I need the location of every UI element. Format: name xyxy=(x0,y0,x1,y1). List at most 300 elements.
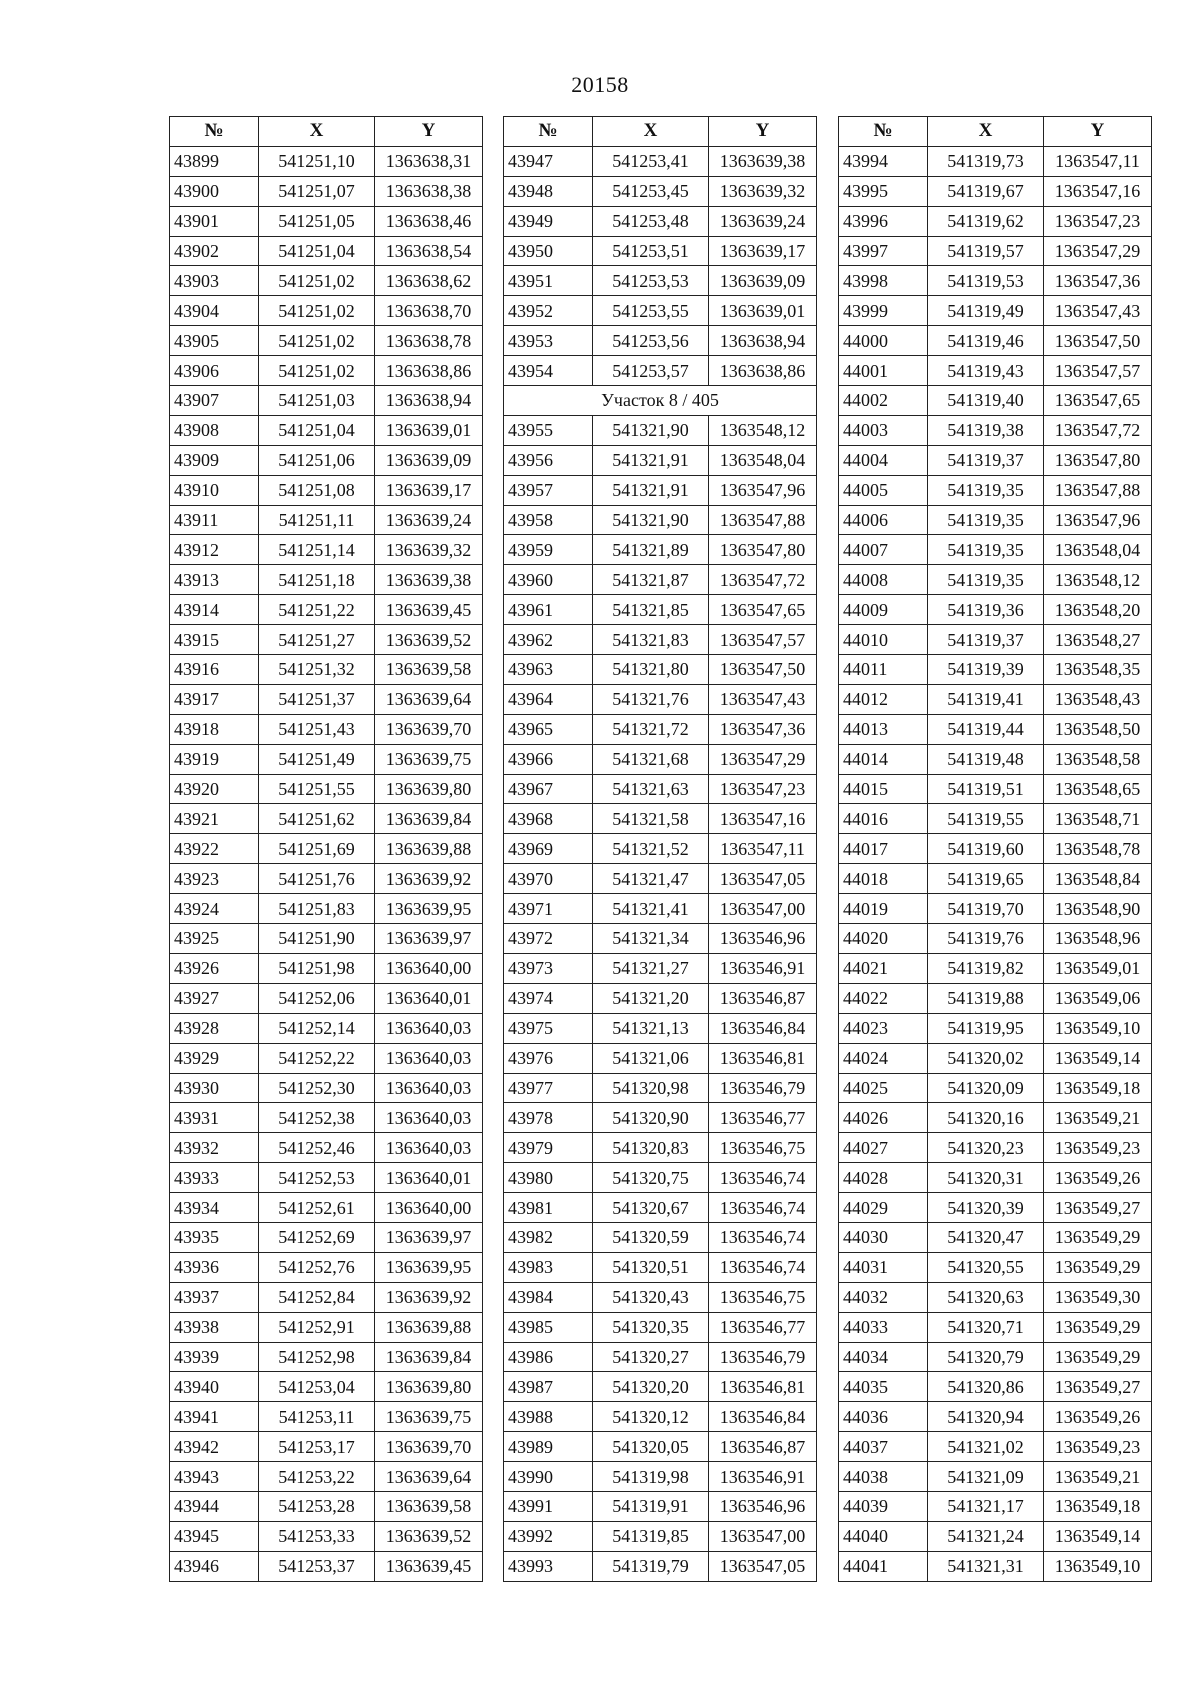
x-coordinate-cell: 541251,02 xyxy=(259,326,375,356)
x-coordinate-cell: 541252,30 xyxy=(259,1073,375,1103)
x-coordinate-cell: 541319,88 xyxy=(928,983,1044,1013)
x-coordinate-cell: 541319,65 xyxy=(928,864,1044,894)
y-coordinate-cell: 1363639,92 xyxy=(375,1282,483,1312)
x-coordinate-cell: 541319,35 xyxy=(928,475,1044,505)
x-coordinate-cell: 541319,67 xyxy=(928,176,1044,206)
y-coordinate-cell: 1363639,95 xyxy=(375,894,483,924)
point-number-cell: 44018 xyxy=(839,864,928,894)
table-row xyxy=(504,1372,817,1402)
point-number-cell: 43995 xyxy=(839,176,928,206)
y-coordinate-cell: 1363639,24 xyxy=(375,505,483,535)
table-row xyxy=(170,1133,483,1163)
y-coordinate-cell: 1363548,35 xyxy=(1044,655,1152,685)
y-coordinate-cell: 1363639,95 xyxy=(375,1252,483,1282)
y-coordinate-cell: 1363549,29 xyxy=(1044,1252,1152,1282)
table-row xyxy=(170,1103,483,1133)
x-coordinate-cell: 541252,06 xyxy=(259,983,375,1013)
section-title: Участок 8 / 405 xyxy=(504,386,817,416)
point-number-cell: 43997 xyxy=(839,236,928,266)
point-number-cell: 43967 xyxy=(504,774,593,804)
x-coordinate-cell: 541319,60 xyxy=(928,834,1044,864)
point-number-cell: 43979 xyxy=(504,1133,593,1163)
table-row xyxy=(170,206,483,236)
y-coordinate-cell: 1363639,38 xyxy=(375,565,483,595)
x-coordinate-cell: 541253,37 xyxy=(259,1551,375,1581)
point-number-cell: 44009 xyxy=(839,595,928,625)
table-header-row xyxy=(504,117,817,147)
point-number-cell: 44033 xyxy=(839,1312,928,1342)
point-number-cell: 44028 xyxy=(839,1163,928,1193)
x-coordinate-cell: 541321,52 xyxy=(593,834,709,864)
table-row xyxy=(839,1282,1152,1312)
x-coordinate-cell: 541319,44 xyxy=(928,714,1044,744)
x-coordinate-cell: 541321,76 xyxy=(593,684,709,714)
table-row xyxy=(504,1103,817,1133)
x-coordinate-cell: 541252,84 xyxy=(259,1282,375,1312)
y-coordinate-cell: 1363548,90 xyxy=(1044,894,1152,924)
y-coordinate-cell: 1363546,96 xyxy=(709,1491,817,1521)
section-row xyxy=(504,386,817,416)
table-row xyxy=(839,804,1152,834)
y-coordinate-cell: 1363639,17 xyxy=(709,236,817,266)
x-coordinate-cell: 541251,05 xyxy=(259,206,375,236)
y-coordinate-cell: 1363547,88 xyxy=(1044,475,1152,505)
table-row xyxy=(504,1073,817,1103)
x-coordinate-cell: 541319,57 xyxy=(928,236,1044,266)
y-coordinate-cell: 1363639,92 xyxy=(375,864,483,894)
x-coordinate-cell: 541253,22 xyxy=(259,1462,375,1492)
table-row xyxy=(170,1193,483,1223)
x-coordinate-cell: 541320,47 xyxy=(928,1222,1044,1252)
y-coordinate-cell: 1363546,91 xyxy=(709,953,817,983)
x-coordinate-cell: 541319,48 xyxy=(928,744,1044,774)
x-coordinate-cell: 541251,32 xyxy=(259,655,375,685)
table-row xyxy=(170,326,483,356)
y-coordinate-cell: 1363546,81 xyxy=(709,1372,817,1402)
x-coordinate-cell: 541320,02 xyxy=(928,1043,1044,1073)
y-coordinate-cell: 1363547,16 xyxy=(1044,176,1152,206)
point-number-cell: 43947 xyxy=(504,146,593,176)
x-coordinate-cell: 541319,37 xyxy=(928,625,1044,655)
x-coordinate-cell: 541252,69 xyxy=(259,1222,375,1252)
table-row xyxy=(170,1462,483,1492)
point-number-cell: 43982 xyxy=(504,1222,593,1252)
y-coordinate-cell: 1363639,75 xyxy=(375,1402,483,1432)
y-coordinate-cell: 1363639,09 xyxy=(709,266,817,296)
y-coordinate-cell: 1363548,27 xyxy=(1044,625,1152,655)
point-number-cell: 44039 xyxy=(839,1491,928,1521)
point-number-cell: 43950 xyxy=(504,236,593,266)
table-row xyxy=(170,655,483,685)
table-row xyxy=(504,1521,817,1551)
table-row xyxy=(839,953,1152,983)
x-coordinate-cell: 541320,75 xyxy=(593,1163,709,1193)
x-coordinate-cell: 541320,55 xyxy=(928,1252,1044,1282)
table-row xyxy=(170,1222,483,1252)
y-coordinate-cell: 1363638,78 xyxy=(375,326,483,356)
point-number-cell: 43910 xyxy=(170,475,259,505)
point-number-cell: 43928 xyxy=(170,1013,259,1043)
x-coordinate-cell: 541319,76 xyxy=(928,924,1044,954)
table-row xyxy=(839,1013,1152,1043)
y-coordinate-cell: 1363549,30 xyxy=(1044,1282,1152,1312)
y-coordinate-cell: 1363546,87 xyxy=(709,1432,817,1462)
table-row xyxy=(839,1073,1152,1103)
point-number-cell: 43993 xyxy=(504,1551,593,1581)
point-number-cell: 43904 xyxy=(170,296,259,326)
table-row xyxy=(170,386,483,416)
coordinates-table-2 xyxy=(503,116,817,1582)
y-coordinate-cell: 1363639,97 xyxy=(375,1222,483,1252)
x-coordinate-cell: 541252,46 xyxy=(259,1133,375,1163)
x-coordinate-cell: 541251,10 xyxy=(259,146,375,176)
table-row xyxy=(170,1043,483,1073)
y-coordinate-cell: 1363548,50 xyxy=(1044,714,1152,744)
point-number-cell: 44003 xyxy=(839,415,928,445)
x-coordinate-cell: 541320,27 xyxy=(593,1342,709,1372)
table-row xyxy=(504,1432,817,1462)
y-coordinate-cell: 1363547,72 xyxy=(709,565,817,595)
table-row xyxy=(170,1342,483,1372)
table-row xyxy=(839,1372,1152,1402)
table-row xyxy=(504,356,817,386)
table-row xyxy=(504,774,817,804)
y-coordinate-cell: 1363549,23 xyxy=(1044,1133,1152,1163)
y-coordinate-cell: 1363638,94 xyxy=(375,386,483,416)
table-row xyxy=(170,684,483,714)
y-coordinate-cell: 1363546,74 xyxy=(709,1222,817,1252)
table-row xyxy=(839,176,1152,206)
point-number-cell: 43959 xyxy=(504,535,593,565)
table-row xyxy=(839,625,1152,655)
point-number-cell: 44013 xyxy=(839,714,928,744)
point-number-cell: 43903 xyxy=(170,266,259,296)
point-number-cell: 44016 xyxy=(839,804,928,834)
table-row xyxy=(839,1252,1152,1282)
x-coordinate-cell: 541251,27 xyxy=(259,625,375,655)
y-coordinate-cell: 1363547,65 xyxy=(1044,386,1152,416)
table-row xyxy=(170,834,483,864)
x-coordinate-cell: 541253,41 xyxy=(593,146,709,176)
x-coordinate-cell: 541253,48 xyxy=(593,206,709,236)
table-row xyxy=(504,1402,817,1432)
table-row xyxy=(170,1491,483,1521)
table-row xyxy=(839,1312,1152,1342)
table-row xyxy=(504,1282,817,1312)
x-coordinate-cell: 541321,90 xyxy=(593,415,709,445)
point-number-cell: 43946 xyxy=(170,1551,259,1581)
y-coordinate-cell: 1363546,84 xyxy=(709,1013,817,1043)
x-coordinate-cell: 541320,43 xyxy=(593,1282,709,1312)
point-number-cell: 43932 xyxy=(170,1133,259,1163)
point-number-cell: 43916 xyxy=(170,655,259,685)
y-coordinate-cell: 1363548,43 xyxy=(1044,684,1152,714)
table-row xyxy=(170,864,483,894)
x-coordinate-cell: 541252,61 xyxy=(259,1193,375,1223)
point-number-cell: 44023 xyxy=(839,1013,928,1043)
point-number-cell: 43911 xyxy=(170,505,259,535)
y-coordinate-cell: 1363638,62 xyxy=(375,266,483,296)
y-coordinate-cell: 1363549,18 xyxy=(1044,1491,1152,1521)
table-row xyxy=(839,296,1152,326)
table-row xyxy=(839,1043,1152,1073)
x-coordinate-cell: 541320,83 xyxy=(593,1133,709,1163)
y-coordinate-cell: 1363638,54 xyxy=(375,236,483,266)
table-row xyxy=(170,1282,483,1312)
table-row xyxy=(504,924,817,954)
point-number-cell: 43951 xyxy=(504,266,593,296)
x-coordinate-cell: 541320,12 xyxy=(593,1402,709,1432)
y-coordinate-cell: 1363546,87 xyxy=(709,983,817,1013)
table-row xyxy=(170,565,483,595)
table-row xyxy=(504,1491,817,1521)
point-number-cell: 43987 xyxy=(504,1372,593,1402)
x-coordinate-cell: 541251,98 xyxy=(259,953,375,983)
table-row xyxy=(170,804,483,834)
table-row xyxy=(504,565,817,595)
y-coordinate-cell: 1363546,74 xyxy=(709,1193,817,1223)
y-coordinate-cell: 1363639,45 xyxy=(375,595,483,625)
y-coordinate-cell: 1363639,52 xyxy=(375,625,483,655)
x-coordinate-cell: 541251,06 xyxy=(259,445,375,475)
x-coordinate-cell: 541319,41 xyxy=(928,684,1044,714)
x-coordinate-cell: 541321,17 xyxy=(928,1491,1044,1521)
table-row xyxy=(170,296,483,326)
x-coordinate-cell: 541252,14 xyxy=(259,1013,375,1043)
point-number-cell: 43954 xyxy=(504,356,593,386)
y-coordinate-cell: 1363639,09 xyxy=(375,445,483,475)
table-row xyxy=(839,1402,1152,1432)
x-coordinate-cell: 541251,07 xyxy=(259,176,375,206)
x-coordinate-cell: 541319,55 xyxy=(928,804,1044,834)
point-number-cell: 43914 xyxy=(170,595,259,625)
x-coordinate-cell: 541321,91 xyxy=(593,445,709,475)
x-coordinate-cell: 541320,39 xyxy=(928,1193,1044,1223)
x-coordinate-cell: 541321,13 xyxy=(593,1013,709,1043)
table-row xyxy=(504,236,817,266)
point-number-cell: 44035 xyxy=(839,1372,928,1402)
y-coordinate-cell: 1363548,12 xyxy=(1044,565,1152,595)
y-coordinate-cell: 1363549,06 xyxy=(1044,983,1152,1013)
header-number: № xyxy=(504,117,593,147)
x-coordinate-cell: 541251,04 xyxy=(259,415,375,445)
y-coordinate-cell: 1363640,01 xyxy=(375,983,483,1013)
table-row xyxy=(504,1551,817,1581)
y-coordinate-cell: 1363548,04 xyxy=(1044,535,1152,565)
y-coordinate-cell: 1363547,57 xyxy=(1044,356,1152,386)
point-number-cell: 43921 xyxy=(170,804,259,834)
x-coordinate-cell: 541319,49 xyxy=(928,296,1044,326)
point-number-cell: 43899 xyxy=(170,146,259,176)
point-number-cell: 43909 xyxy=(170,445,259,475)
y-coordinate-cell: 1363640,03 xyxy=(375,1133,483,1163)
x-coordinate-cell: 541253,55 xyxy=(593,296,709,326)
table-row xyxy=(504,1133,817,1163)
y-coordinate-cell: 1363548,12 xyxy=(709,415,817,445)
y-coordinate-cell: 1363639,70 xyxy=(375,714,483,744)
point-number-cell: 43931 xyxy=(170,1103,259,1133)
point-number-cell: 44036 xyxy=(839,1402,928,1432)
point-number-cell: 43965 xyxy=(504,714,593,744)
y-coordinate-cell: 1363549,18 xyxy=(1044,1073,1152,1103)
table-row xyxy=(504,804,817,834)
point-number-cell: 43991 xyxy=(504,1491,593,1521)
point-number-cell: 43973 xyxy=(504,953,593,983)
x-coordinate-cell: 541251,11 xyxy=(259,505,375,535)
table-row xyxy=(170,1163,483,1193)
table-row xyxy=(170,415,483,445)
point-number-cell: 43971 xyxy=(504,894,593,924)
y-coordinate-cell: 1363546,77 xyxy=(709,1103,817,1133)
x-coordinate-cell: 541320,94 xyxy=(928,1402,1044,1432)
y-coordinate-cell: 1363547,43 xyxy=(709,684,817,714)
table-row xyxy=(839,236,1152,266)
point-number-cell: 43963 xyxy=(504,655,593,685)
y-coordinate-cell: 1363638,31 xyxy=(375,146,483,176)
table-row xyxy=(504,296,817,326)
y-coordinate-cell: 1363547,05 xyxy=(709,1551,817,1581)
y-coordinate-cell: 1363639,80 xyxy=(375,774,483,804)
table-row xyxy=(839,1462,1152,1492)
point-number-cell: 43989 xyxy=(504,1432,593,1462)
y-coordinate-cell: 1363638,86 xyxy=(375,356,483,386)
y-coordinate-cell: 1363638,46 xyxy=(375,206,483,236)
y-coordinate-cell: 1363547,36 xyxy=(1044,266,1152,296)
table-row xyxy=(839,864,1152,894)
y-coordinate-cell: 1363546,74 xyxy=(709,1252,817,1282)
x-coordinate-cell: 541320,98 xyxy=(593,1073,709,1103)
x-coordinate-cell: 541321,91 xyxy=(593,475,709,505)
x-coordinate-cell: 541321,85 xyxy=(593,595,709,625)
point-number-cell: 43941 xyxy=(170,1402,259,1432)
point-number-cell: 44007 xyxy=(839,535,928,565)
table-row xyxy=(839,1521,1152,1551)
y-coordinate-cell: 1363639,52 xyxy=(375,1521,483,1551)
x-coordinate-cell: 541252,53 xyxy=(259,1163,375,1193)
x-coordinate-cell: 541321,90 xyxy=(593,505,709,535)
point-number-cell: 43968 xyxy=(504,804,593,834)
y-coordinate-cell: 1363640,00 xyxy=(375,953,483,983)
y-coordinate-cell: 1363639,80 xyxy=(375,1372,483,1402)
y-coordinate-cell: 1363639,17 xyxy=(375,475,483,505)
y-coordinate-cell: 1363549,27 xyxy=(1044,1372,1152,1402)
y-coordinate-cell: 1363548,20 xyxy=(1044,595,1152,625)
table-row xyxy=(504,1252,817,1282)
y-coordinate-cell: 1363639,84 xyxy=(375,1342,483,1372)
point-number-cell: 43917 xyxy=(170,684,259,714)
y-coordinate-cell: 1363638,38 xyxy=(375,176,483,206)
point-number-cell: 43992 xyxy=(504,1521,593,1551)
table-row xyxy=(839,146,1152,176)
point-number-cell: 43986 xyxy=(504,1342,593,1372)
table-row xyxy=(504,505,817,535)
table-row xyxy=(170,595,483,625)
table-row xyxy=(504,655,817,685)
point-number-cell: 44022 xyxy=(839,983,928,1013)
point-number-cell: 43976 xyxy=(504,1043,593,1073)
table-row xyxy=(839,1432,1152,1462)
x-coordinate-cell: 541319,37 xyxy=(928,445,1044,475)
x-coordinate-cell: 541320,79 xyxy=(928,1342,1044,1372)
x-coordinate-cell: 541253,53 xyxy=(593,266,709,296)
y-coordinate-cell: 1363548,58 xyxy=(1044,744,1152,774)
table-row xyxy=(170,1432,483,1462)
x-coordinate-cell: 541321,09 xyxy=(928,1462,1044,1492)
x-coordinate-cell: 541253,51 xyxy=(593,236,709,266)
y-coordinate-cell: 1363639,32 xyxy=(709,176,817,206)
x-coordinate-cell: 541251,49 xyxy=(259,744,375,774)
header-x: X xyxy=(259,117,375,147)
x-coordinate-cell: 541251,37 xyxy=(259,684,375,714)
point-number-cell: 43949 xyxy=(504,206,593,236)
table-row xyxy=(170,266,483,296)
x-coordinate-cell: 541253,11 xyxy=(259,1402,375,1432)
table-row xyxy=(839,206,1152,236)
x-coordinate-cell: 541251,08 xyxy=(259,475,375,505)
table-row xyxy=(504,983,817,1013)
point-number-cell: 43940 xyxy=(170,1372,259,1402)
y-coordinate-cell: 1363546,74 xyxy=(709,1163,817,1193)
x-coordinate-cell: 541321,27 xyxy=(593,953,709,983)
y-coordinate-cell: 1363547,00 xyxy=(709,894,817,924)
table-row xyxy=(839,415,1152,445)
header-y: Y xyxy=(709,117,817,147)
y-coordinate-cell: 1363639,75 xyxy=(375,744,483,774)
y-coordinate-cell: 1363638,70 xyxy=(375,296,483,326)
x-coordinate-cell: 541319,62 xyxy=(928,206,1044,236)
x-coordinate-cell: 541321,41 xyxy=(593,894,709,924)
y-coordinate-cell: 1363546,96 xyxy=(709,924,817,954)
table-row xyxy=(839,1193,1152,1223)
x-coordinate-cell: 541320,59 xyxy=(593,1222,709,1252)
y-coordinate-cell: 1363639,88 xyxy=(375,834,483,864)
x-coordinate-cell: 541321,02 xyxy=(928,1432,1044,1462)
x-coordinate-cell: 541321,63 xyxy=(593,774,709,804)
point-number-cell: 43975 xyxy=(504,1013,593,1043)
point-number-cell: 43990 xyxy=(504,1462,593,1492)
y-coordinate-cell: 1363640,03 xyxy=(375,1073,483,1103)
point-number-cell: 43969 xyxy=(504,834,593,864)
point-number-cell: 43978 xyxy=(504,1103,593,1133)
x-coordinate-cell: 541251,83 xyxy=(259,894,375,924)
point-number-cell: 44026 xyxy=(839,1103,928,1133)
y-coordinate-cell: 1363639,01 xyxy=(709,296,817,326)
x-coordinate-cell: 541252,76 xyxy=(259,1252,375,1282)
table-row xyxy=(170,953,483,983)
point-number-cell: 43943 xyxy=(170,1462,259,1492)
table-row xyxy=(170,1551,483,1581)
point-number-cell: 43972 xyxy=(504,924,593,954)
y-coordinate-cell: 1363547,29 xyxy=(1044,236,1152,266)
table-header-row xyxy=(170,117,483,147)
x-coordinate-cell: 541253,33 xyxy=(259,1521,375,1551)
table-row xyxy=(839,386,1152,416)
table-row xyxy=(839,1491,1152,1521)
y-coordinate-cell: 1363638,86 xyxy=(709,356,817,386)
table-row xyxy=(504,535,817,565)
x-coordinate-cell: 541251,22 xyxy=(259,595,375,625)
table-row xyxy=(839,655,1152,685)
table-row xyxy=(504,953,817,983)
point-number-cell: 44008 xyxy=(839,565,928,595)
table-row xyxy=(504,1222,817,1252)
table-row xyxy=(504,744,817,774)
point-number-cell: 43919 xyxy=(170,744,259,774)
x-coordinate-cell: 541251,43 xyxy=(259,714,375,744)
x-coordinate-cell: 541320,23 xyxy=(928,1133,1044,1163)
x-coordinate-cell: 541320,20 xyxy=(593,1372,709,1402)
y-coordinate-cell: 1363639,70 xyxy=(375,1432,483,1462)
